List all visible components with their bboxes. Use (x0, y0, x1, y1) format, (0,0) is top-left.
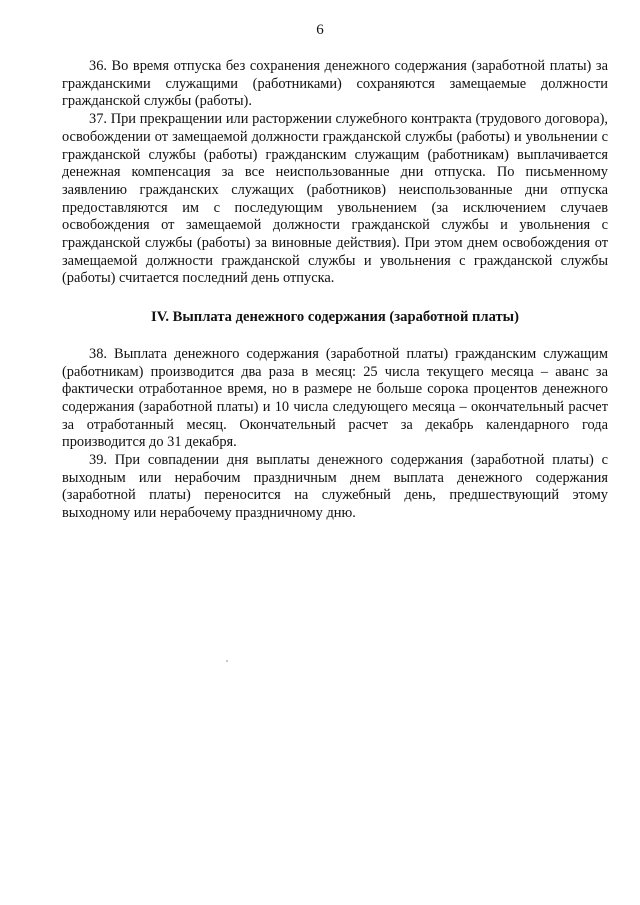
paragraph-37: 37. При прекращении или расторжении служебного контракта (трудового договора), освобождении от замещаемой должности гражданской службы (работы) и увольнении с гражданской службы (работы) гражданским служащим (работникам) выплачивается денежная компенсация за все неиспользованные дни отпуска. По письменному заявлению гражданских служащих (работников) неиспользованные дни отпуска предоставляются им с последующим увольнением (за исключением случаев освобождения от замещаемой должности гражданской службы и увольнения с гражданской службы (работы) за виновные действия). При этом днем освобождения от замещаемой должности гражданской службы и увольнения с гражданской службы (работы) считается последний день отпуска. (62, 111, 608, 287)
paragraph-36: 36. Во время отпуска без сохранения денежного содержания (заработной платы) за гражданскими служащими (работниками) сохраняются замещаемые должности гражданской службы (работы). (62, 58, 608, 110)
paragraph-38: 38. Выплата денежного содержания (заработной платы) гражданским служащим (работникам) производится два раза в месяц: 25 числа текущего месяца – аванс за фактически отработанное время, но в размере не больше сорока процентов денежного содержания (заработной платы) и 10 числа следующего месяца – окончательный расчет за отработанный месяц. Окончательный расчет за декабрь календарного года производится до 31 декабря. (62, 345, 608, 451)
section-heading: IV. Выплата денежного содержания (заработной платы) (151, 309, 519, 326)
page-number: 6 (316, 22, 324, 38)
document-body (62, 58, 608, 523)
paragraph-39: 39. При совпадении дня выплаты денежного содержания (заработной платы) с выходным или нерабочим праздничным днем выплата денежного содержания (заработной платы) переносится на служебный день, предшествующий этому выходному или нерабочему праздничному дню. (62, 452, 608, 522)
scan-speck (226, 660, 228, 662)
